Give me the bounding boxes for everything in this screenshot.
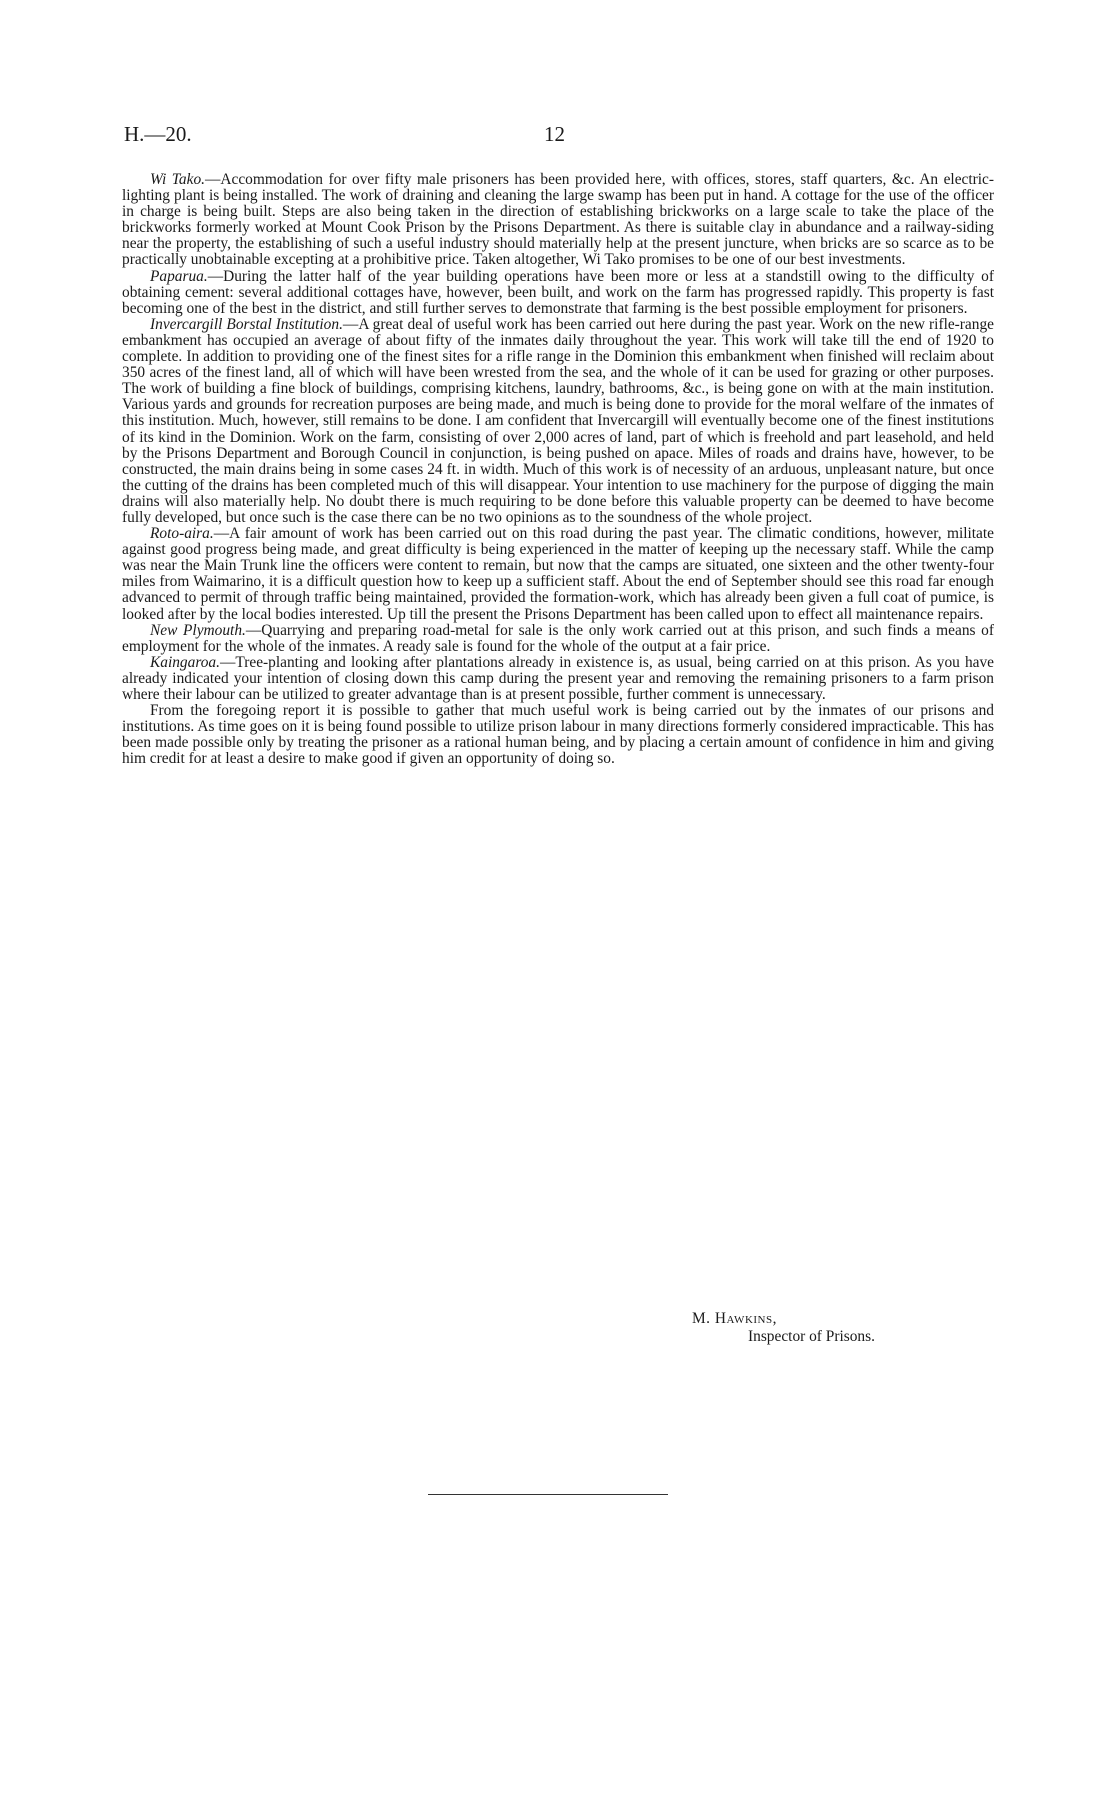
paragraph-heading: Roto-aira.: [150, 525, 214, 543]
paragraph-text: —Quarrying and preparing road-metal for sale is the only work carried out at this prison, and such finds a means of employment for the whole of the inmates. A ready sale is found for the whole of the output at a fair price.: [122, 621, 994, 655]
signatory-name: M. Hawkins,: [692, 1310, 777, 1327]
signatory-title: Inspector of Prisons.: [748, 1328, 875, 1345]
paragraph-heading: Paparua.: [150, 267, 208, 285]
paragraph-wi-tako: [122, 172, 994, 269]
paragraph-paparua: [122, 269, 994, 317]
paragraph-roto-aira: [122, 526, 994, 623]
paragraph-text: —During the latter half of the year building operations have been more or less at a standstill owing to the difficulty of obtaining cement: several additional cottages have, however, been built, and work on the farm has progressed rapidly. This property is fast becoming one of the best in the district, and still further serves to demonstrate that farming is the best possible employment for prisoners.: [122, 267, 994, 317]
paragraph-text: —Tree-planting and looking after plantations already in existence is, as usual, being carried on at this prison. As you have already indicated your intention of closing down this camp during the present year and removing the remaining prisoners to a farm prison where their labour can be utilized to greater advantage than is at present possible, further comment is unnecessary.: [122, 653, 994, 703]
signature-block: [692, 1310, 1012, 1346]
report-body: [122, 172, 994, 767]
paragraph-text: —Accommodation for over fifty male prisoners has been provided here, with offices, stores, staff quarters, &c. An electric-lighting plant is being installed. The work of draining and cleaning the large swamp has been put in hand. A cottage for the use of the officer in charge is being built. Steps are also being taken in the direction of establishing brickworks on a large scale to take the place of the brickworks formerly worked at Mount Cook Prison by the Prisons Department. As there is suitable clay in abundance and a railway-siding near the property, the establishing of such a useful industry should materially help at the present juncture, when bricks are so scarce as to be practically unobtainable excepting at a prohibitive price. Taken altogether, Wi Tako promises to be one of our best investments.: [122, 171, 995, 269]
document-reference: H.—20.: [124, 122, 192, 146]
paragraph-invercargill: [122, 317, 994, 526]
paragraph-heading: Wi Tako.: [150, 171, 206, 188]
closing-rule: [428, 1494, 668, 1495]
page-number: 12: [544, 122, 565, 146]
paragraph-text: —A great deal of useful work has been carried out here during the past year. Work on the new rifle-range embankment has occupied an average of about fifty of the inmates daily throughout the year. This work will take till the end of 1920 to complete. In addition to providing one of the finest sites for a rifle range in the Dominion this embankment when finished will reclaim about 350 acres of the finest land, all of which will have been wrested from the sea, and the whole of it can be used for grazing or other purposes. The work of building a fine block of buildings, comprising kitchens, laundry, bathrooms, &c., is being gone on with at the main institution. Various yards and grounds for recreation purposes are being made, and much is being done to provide for the moral welfare of the inmates of this institution. Much, however, still remains to be done. I am confident that Invercargill will eventually become one of the finest institutions of its kind in the Dominion. Work on the farm, consisting of over 2,000 acres of land, part of which is freehold and part leasehold, and held by the Prisons Department and Borough Council in conjunction, is being pushed on apace. Miles of roads and drains have, however, to be constructed, the main drains being in some cases 24 ft. in width. Much of this work is of necessity of an arduous, unpleasant nature, but once the cutting of the drains has been completed much of this will disappear. Your intention to use machinery for the purpose of digging the main drains will also materially help. No doubt there is much requiring to be done before this valuable property can be deemed to have become fully developed, but once such is the case there can be no two opinions as to the soundness of the whole project.: [122, 315, 994, 526]
paragraph-heading: New Plymouth.: [150, 621, 246, 639]
paragraph-heading: Kaingaroa.: [150, 653, 220, 671]
paragraph-heading: Invercargill Borstal Institution.: [150, 315, 343, 333]
paragraph-kaingaroa: [122, 655, 994, 703]
paragraph-text: From the foregoing report it is possible to gather that much useful work is being carried out by the inmates of our prisons and institutions. As time goes on it is being found possible to utilize prison labour in many directions formerly considered impracticable. This has been made possible only by treating the prisoner as a rational human being, and by placing a certain amount of confidence in him and giving him credit for at least a desire to make good if given an opportunity of doing so.: [122, 702, 994, 768]
page-header: [124, 122, 992, 152]
paragraph-conclusion: [122, 703, 994, 767]
paragraph-new-plymouth: [122, 623, 994, 655]
paragraph-text: —A fair amount of work has been carried out on this road during the past year. The climatic conditions, however, militate against good progress being made, and great difficulty is being experienced in the matter of keeping up the necessary staff. While the camp was near the Main Trunk line the officers were content to remain, but now that the camps are situated, one sixteen and the other twenty-four miles from Waimarino, it is a difficult question how to keep up a sufficient staff. About the end of September should see this road far enough advanced to permit of through traffic being maintained, provided the formation-work, which has already been given a full coat of pumice, is looked after by the local bodies interested. Up till the present the Prisons Department has been called upon to effect all maintenance repairs.: [122, 525, 994, 623]
